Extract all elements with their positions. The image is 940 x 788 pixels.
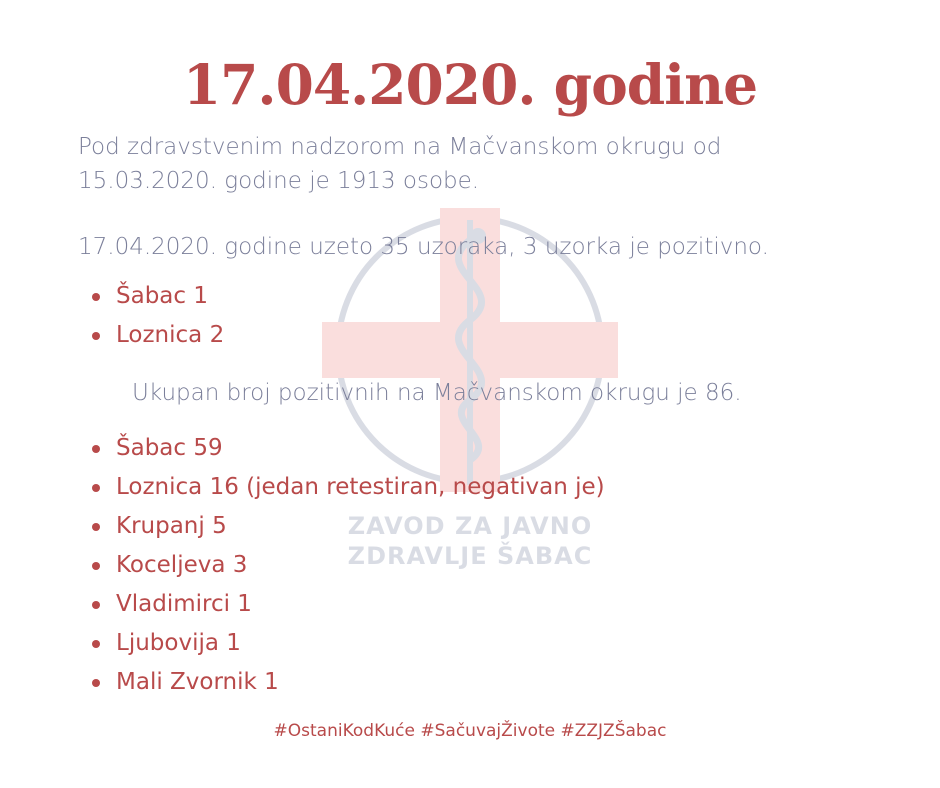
list-item xyxy=(90,277,224,316)
list-item-label: Šabac 1 xyxy=(116,283,208,309)
bullet-icon xyxy=(92,679,100,687)
list-item xyxy=(90,546,605,585)
list-item xyxy=(90,585,605,624)
bullet-icon xyxy=(92,562,100,570)
bullet-icon xyxy=(92,601,100,609)
list-item-label: Koceljeva 3 xyxy=(116,552,248,578)
samples-paragraph: 17.04.2020. godine uzeto 35 uzoraka, 3 uzorka je pozitivno. xyxy=(78,234,769,260)
list-item xyxy=(90,663,605,702)
daily-positive-list xyxy=(90,277,224,355)
list-item xyxy=(90,507,605,546)
list-item-label: Vladimirci 1 xyxy=(116,591,252,617)
list-item-label: Loznica 2 xyxy=(116,322,225,348)
watermark-line-2: ZDRAVLJE ŠABAC xyxy=(347,542,593,570)
bullet-icon xyxy=(92,293,100,301)
list-item xyxy=(90,316,224,355)
total-positive-paragraph: Ukupan broj pozitivnih na Mačvanskom okrugu je 86. xyxy=(132,380,742,406)
hashtags: #OstaniKodKuće #SačuvajŽivote #ZZJZŠabac xyxy=(273,721,667,741)
supervision-paragraph: Pod zdravstvenim nadzorom na Mačvanskom okrugu od 15.03.2020. godine je 1913 osobe. xyxy=(78,134,722,194)
list-item-label: Loznica 16 (jedan retestiran, negativan je) xyxy=(116,474,605,500)
bullet-icon xyxy=(92,640,100,648)
list-item-label: Krupanj 5 xyxy=(116,513,227,539)
list-item-label: Mali Zvornik 1 xyxy=(116,669,279,695)
bullet-icon xyxy=(92,445,100,453)
bullet-icon xyxy=(92,332,100,340)
list-item-label: Šabac 59 xyxy=(116,435,223,461)
bullet-icon xyxy=(92,484,100,492)
list-item-label: Ljubovija 1 xyxy=(116,630,241,656)
list-item xyxy=(90,624,605,663)
bullet-icon xyxy=(92,523,100,531)
total-positive-list xyxy=(90,429,605,702)
page-title: 17.04.2020. godine xyxy=(182,52,758,117)
watermark-line-1: ZAVOD ZA JAVNO xyxy=(347,512,593,540)
list-item xyxy=(90,468,605,507)
list-item xyxy=(90,429,605,468)
